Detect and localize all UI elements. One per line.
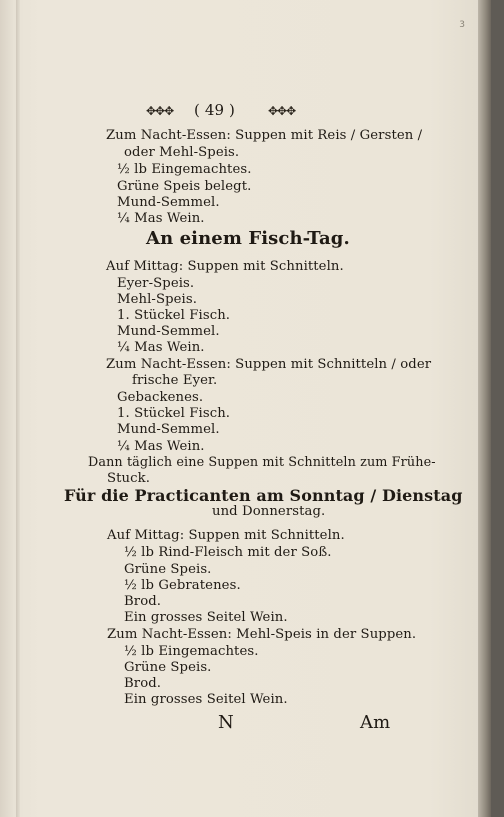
corner-mark: 3	[459, 20, 465, 30]
text-line: Gebackenes.	[117, 390, 204, 405]
text-line: ½ lb Rind-Fleisch mit der Soß.	[124, 545, 332, 560]
text-line: Ein grosses Seitel Wein.	[124, 610, 288, 625]
header-ornament-left: ✥✥✥	[146, 104, 174, 118]
text-line: ½ lb Eingemachtes.	[124, 644, 259, 659]
text-line: Zum Nacht-Essen: Suppen mit Reis / Gersten /	[106, 128, 423, 143]
text-line: Grüne Speis.	[124, 660, 212, 675]
catchword: Am	[360, 712, 391, 733]
text-line: ¼ Mas Wein.	[117, 340, 205, 355]
text-line: ½ lb Gebratenes.	[124, 578, 241, 593]
signature-mark: N	[218, 712, 234, 733]
text-line: Mund-Semmel.	[117, 195, 220, 210]
text-line: Brod.	[124, 676, 162, 691]
text-line: Zum Nacht-Essen: Suppen mit Schnitteln / oder	[106, 357, 432, 372]
text-line: Auf Mittag: Suppen mit Schnitteln.	[107, 528, 345, 543]
text-line: Eyer-Speis.	[117, 276, 195, 291]
text-line: Grüne Speis belegt.	[117, 179, 252, 194]
text-line: Stuck.	[107, 471, 150, 486]
text-line: ½ lb Eingemachtes.	[117, 162, 252, 177]
page-edge-shadow	[478, 0, 491, 817]
page-gutter	[16, 0, 20, 817]
text-line: Mund-Semmel.	[117, 324, 220, 339]
page-number: ( 49 )	[194, 101, 235, 119]
text-line: ¼ Mas Wein.	[117, 211, 205, 226]
text-line: Dann täglich eine Suppen mit Schnitteln zum Frühe-	[88, 455, 436, 470]
header-ornament-right: ✥✥✥	[268, 104, 296, 118]
text-line: frische Eyer.	[132, 373, 218, 388]
text-line: oder Mehl-Speis.	[124, 145, 240, 160]
text-line: Auf Mittag: Suppen mit Schnitteln.	[106, 259, 344, 274]
text-line: Mund-Semmel.	[117, 422, 220, 437]
section-heading: An einem Fisch-Tag.	[146, 228, 350, 249]
text-line: ¼ Mas Wein.	[117, 439, 205, 454]
section-subheading: und Donnerstag.	[212, 504, 326, 519]
text-line: Brod.	[124, 594, 162, 609]
text-line: Ein grosses Seitel Wein.	[124, 692, 288, 707]
section-heading: Für die Practicanten am Sonntag / Dienstag	[64, 486, 463, 505]
text-line: Mehl-Speis.	[117, 292, 198, 307]
text-line: 1. Stückel Fisch.	[117, 406, 231, 421]
text-line: Zum Nacht-Essen: Mehl-Speis in der Suppen.	[107, 627, 417, 642]
text-line: 1. Stückel Fisch.	[117, 308, 231, 323]
text-line: Grüne Speis.	[124, 562, 212, 577]
